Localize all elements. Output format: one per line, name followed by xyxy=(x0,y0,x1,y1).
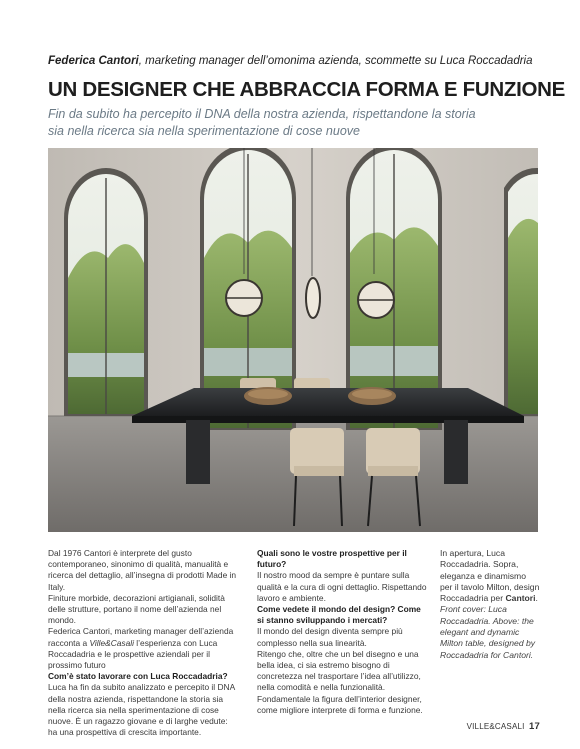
question-3: Come vedete il mondo del design? Come si stanno sviluppando i mercati? xyxy=(257,604,421,626)
subhead-line-1: Fin da subito ha percepito il DNA della nostra azienda, rispettandone la storia xyxy=(48,107,476,121)
question-2: Quali sono le vostre prospettive per il futuro? xyxy=(257,548,407,570)
finishes-paragraph: Finiture morbide, decorazioni artigianali, solidità delle strutture, portano il nome dell’azienda nel mondo. xyxy=(48,592,225,626)
page-number: 17 xyxy=(529,721,540,732)
kicker-text: , marketing manager dell’omonima azienda, scommette su Luca Roccadadria xyxy=(138,55,533,67)
magazine-name: Ville&Casali xyxy=(89,637,134,648)
page-footer xyxy=(467,721,540,732)
article-column-1 xyxy=(48,548,238,738)
caption-brand: Cantori xyxy=(505,593,536,604)
window-left xyxy=(64,168,148,416)
kicker-name: Federica Cantori xyxy=(48,55,139,67)
article-kicker xyxy=(48,55,548,67)
subhead-line-2: sia nella ricerca sia nella sperimentazione di cose nuove xyxy=(48,124,360,138)
photo-caption xyxy=(440,548,540,661)
answer-3c: Fondamentale la figura dell’interior designer, come migliore interprete di forma e funzione. xyxy=(257,693,423,715)
window-center-right xyxy=(346,148,442,430)
intro-paragraph: Dal 1976 Cantori è interprete del gusto contemporaneo, sinonimo di qualità, manualità e ricerca del dettaglio, all’insegna di prodotti Made in Italy. xyxy=(48,548,237,592)
answer-3b: Ritengo che, oltre che un bel disegno e una bella idea, ci sia estremo bisogno di concretezza nel trasportare l’idea all’utilizzo, nella comodità e nella funzionalità. xyxy=(257,648,421,693)
article-column-2 xyxy=(257,548,427,716)
article-subhead xyxy=(48,106,548,140)
window-right xyxy=(504,168,538,416)
answer-1: Luca ha fin da subito analizzato e percepito il DNA della nostra azienda, rispettandone la storia sia nella ricerca sia nella sperimentazione di cose nuove. È un ragazzo giovane e di larghe vedute: ha una prospettiva di crescita importante. xyxy=(48,682,235,738)
answer-3: Il mondo del design diventa sempre più complesso nella sua linearità. xyxy=(257,626,403,648)
answer-2: Il nostro mood da sempre è puntare sulla qualità e la cura di ogni dettaglio. Rispettando lavoro e ambiente. xyxy=(257,570,427,603)
caption-italian: In apertura, Luca Roccadadria. Sopra, eleganza e dinamismo per il tavolo Milton, design Roccadadria per Cantori. xyxy=(440,548,540,604)
lead-paragraph: Federica Cantori, marketing manager dell’azienda racconta a Ville&Casali l’esperienza con Luca Roccadadria e le prospettive aziendali per il prossimo futuro xyxy=(48,626,234,671)
dining-room-photo xyxy=(48,148,538,532)
magazine-footer-name: VILLE&CASALI xyxy=(466,722,525,731)
question-1: Com’è stato lavorare con Luca Roccadadria? xyxy=(48,671,228,682)
caption-english: Front cover: Luca Roccadadria. Above: the elegant and dynamic Milton table, designed by Roccadadria for Cantori. xyxy=(440,604,536,660)
article-headline: UN DESIGNER CHE ABBRACCIA FORMA E FUNZIONE xyxy=(48,78,565,101)
